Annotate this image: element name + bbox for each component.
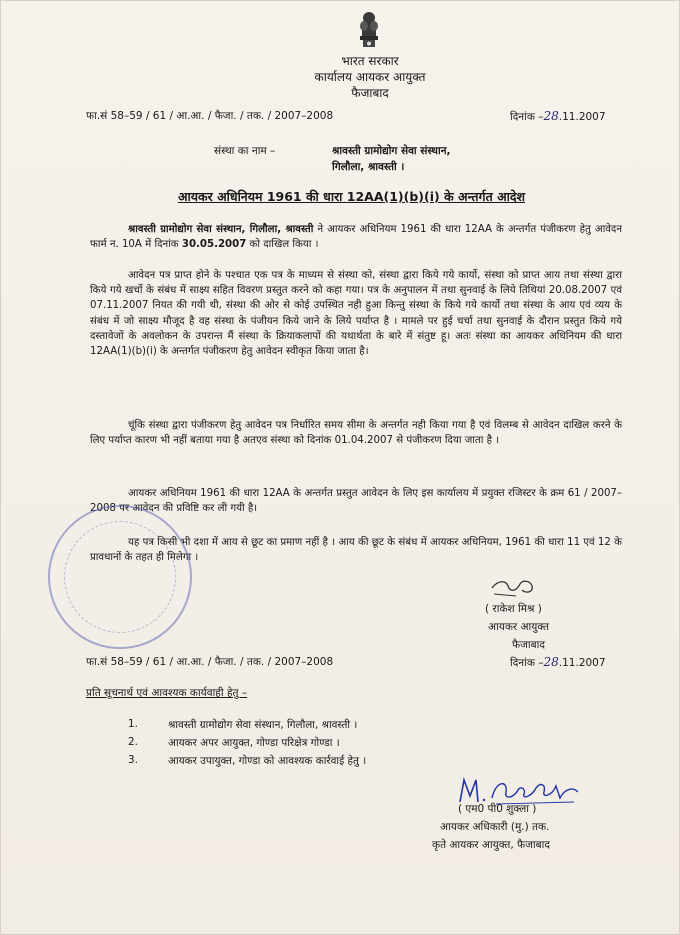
copy-to-heading: प्रति सूचनार्थ एवं आवश्यक कार्यवाही हेतु – [86, 687, 248, 699]
header-gov: भारत सरकार [341, 54, 399, 68]
commissioner-place: फैजाबाद [512, 639, 545, 651]
handwritten-day: 28 [543, 655, 559, 669]
paragraph-5: यह पत्र किसी भी दशा में आय से छूट का प्रमाण नहीं है । आय की छूट के संबंध में आयकर अधिनियम, 1961 की धारा 11 एवं 12 के प्रावधानों के तहत ही मिलेगा । [90, 537, 622, 564]
office-stamp [48, 505, 192, 649]
reference-number-copy: फा.सं 58–59 / 61 / आ.आ. / फैजा. / तक. / 2007–2008 [86, 656, 334, 668]
date-label: दिनांक – [510, 111, 544, 123]
commissioner-designation: आयकर आयुक्त [488, 621, 549, 633]
copy-item-text: आयकर उपायुक्त, गोण्डा को आवश्यक कार्रवाई हेतु । [168, 755, 367, 767]
officer-name: ( एम0 पी0 शुक्ला ) [458, 803, 537, 815]
institution-name-line2: गिलौला, श्रावस्ती । [332, 161, 405, 173]
handwritten-day: 28 [543, 109, 559, 123]
institution-name-line1: श्रावस्ती ग्रामोद्योग सेवा संस्थान, [332, 145, 451, 157]
commissioner-date [510, 655, 606, 670]
date-label: दिनांक – [510, 657, 544, 669]
institution-label: संस्था का नाम – [214, 145, 276, 157]
paragraph-1 [90, 222, 622, 252]
paragraph-1-body: ने आयकर अधिनियम 1961 की धारा 12AA के अन्तर्गत पंजीकरण हेतु आवेदन फार्म न. 10A में दिनांक [90, 224, 622, 251]
copy-item-number: 1. [128, 718, 138, 730]
paragraph-2: आवेदन पत्र प्राप्त होने के पश्चात एक पत्र के माध्यम से संस्था को, संस्था द्वारा किये गये कार्यो, संस्था को प्राप्त आय तथा संस्था द्वारा किये गये खर्चो के संबंध में साक्ष्य सहित विवरण प्रस्तुत करने को कहा गया। पत्र के अनुपालन में तथा सुनवाई के लिये तिथियां 20.08.2007 एवं 07.11.2007 नियत की गयी थी, संस्था की ओर से कोई उपस्थित नही हुआ किन्तु संस्था के किये गये कार्यो तथा संस्था के आय एवं व्यय के संबंध में जो साक्ष्य मौजूद है वह संस्था के पंजीयन किये जाने के लिये पर्याप्त है । मामले पर हुई चर्चा तथा सुनवाई के दौरान प्रस्तुत किये गये दस्तावेजों के अवलोकन के उपरान्त मैं संस्था के क्रियाकलापों की यथार्थता के बारे में संतुष्ट हू। अतः संस्था का आयकर अधिनियम की धारा 12AA(1)(b)(i) के अन्तर्गत पंजीकरण हेतु आवेदन स्वीकृत किया जाता है। [90, 270, 622, 358]
officer-for: कृते आयकर आयुक्त, फैजाबाद [432, 839, 550, 851]
paragraph-1-lead: श्रावस्ती ग्रामोद्योग सेवा संस्थान, गिलौला, श्रावस्ती [128, 224, 314, 235]
paragraph-1-end: को दाखिल किया । [246, 239, 319, 251]
commissioner-signature [486, 574, 546, 600]
header-city: फैजाबाद [351, 86, 389, 100]
order-title: आयकर अधिनियम 1961 की धारा 12AA(1)(b)(i) के अन्तर्गत आदेश [178, 189, 525, 204]
date-suffix: .11.2007 [558, 111, 606, 123]
reference-number: फा.सं 58–59 / 61 / आ.आ. / फैजा. / तक. / 2007–2008 [86, 110, 334, 122]
copy-item-number: 3. [128, 754, 138, 766]
order-date [510, 109, 606, 124]
copy-item-text: आयकर अपर आयुक्त, गोण्डा परिक्षेत्र गोण्डा । [168, 737, 340, 749]
commissioner-name: ( राकेश मिश्र ) [485, 603, 542, 615]
officer-designation: आयकर अधिकारी (मु.) तक. [440, 821, 550, 833]
paragraph-1-date: 30.05.2007 [181, 239, 247, 251]
copy-item-number: 2. [128, 736, 138, 748]
state-emblem-icon [356, 10, 382, 50]
date-suffix: .11.2007 [558, 657, 606, 669]
paragraph-3: चूंकि संस्था द्वारा पंजीकरण हेतु आवेदन पत्र निर्धारित समय सीमा के अन्तर्गत नही किया गया है एवं विलम्ब से आवेदन दाखिल करने के लिए पर्याप्त कारण भी नहीं बताया गया है अतएव संस्था को दिनांक 01.04.2007 से पंजीकरण दिया जाता है । [90, 420, 622, 447]
copy-item-text: श्रावस्ती ग्रामोद्योग सेवा संस्थान, गिलौला, श्रावस्ती । [168, 719, 358, 731]
header-office: कार्यालय आयकर आयुक्त [314, 70, 426, 84]
paragraph-4: आयकर अधिनियम 1961 की धारा 12AA के अन्तर्गत प्रस्तुत आवेदन के लिए इस कार्यालय में प्रयुक्त रजिस्टर के क्रम 61 / 2007–2008 पर आवेदन की प्रविष्टि कर ली गयी है। [90, 488, 622, 515]
